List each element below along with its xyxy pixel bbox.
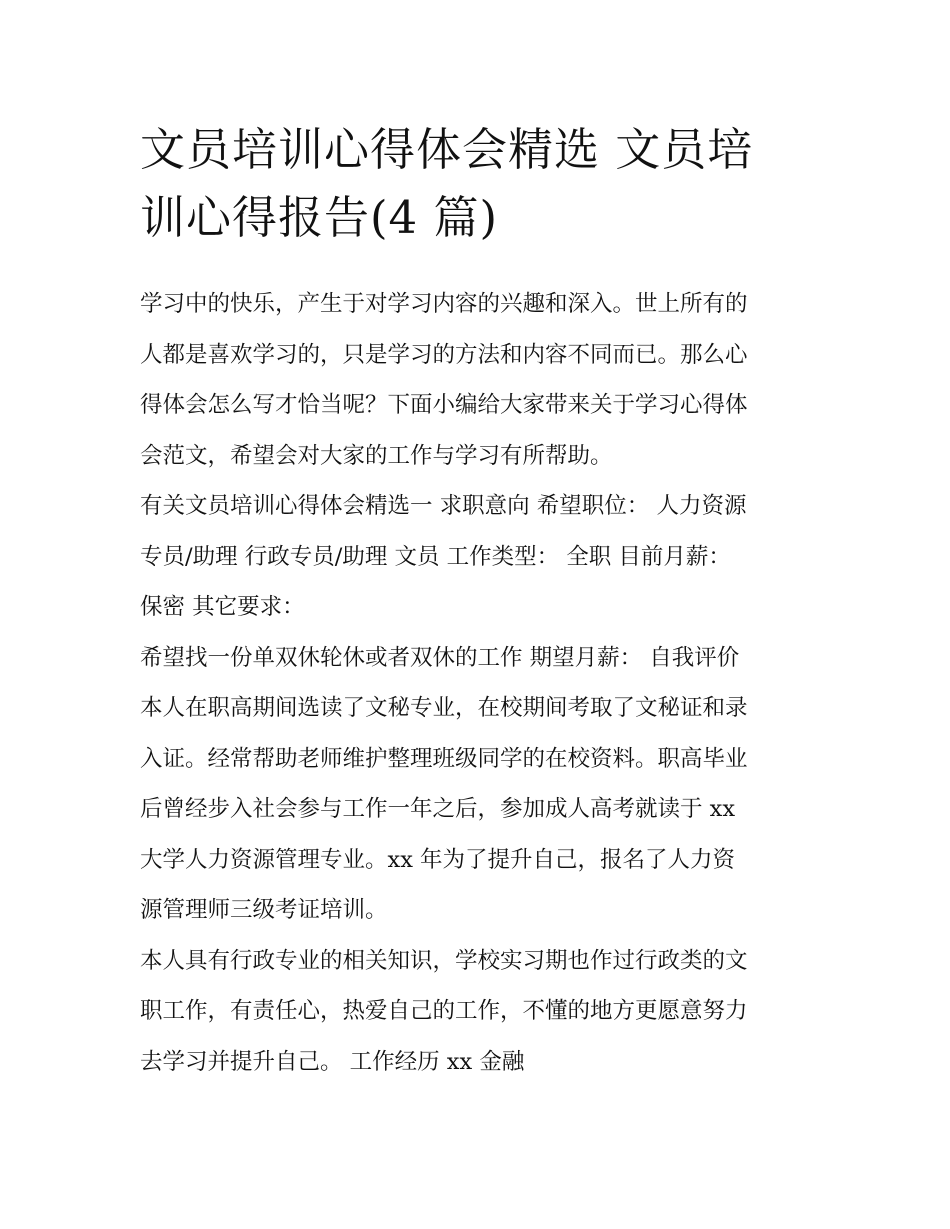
body-line-12: 大学人力资源管理专业。xx 年为了提升自己，报名了人力资 [140, 846, 736, 873]
body-line-14: 本人具有行政专业的相关知识，学校实习期也作过行政类的文 [140, 947, 748, 974]
document-body [140, 279, 840, 1087]
title-line-2: 训心得报告(4 篇) [140, 191, 499, 244]
body-line-6: 专员/助理 行政专员/助理 文员 工作类型： 全职 目前月薪： [140, 543, 731, 570]
body-line-1: 学习中的快乐，产生于对学习内容的兴趣和深入。世上所有的 [140, 291, 748, 317]
body-line-10: 入证。经常帮助老师维护整理班级同学的在校资料。职高毕业 [140, 745, 748, 772]
body-line-7: 保密 其它要求： [140, 594, 305, 620]
body-line-15: 职工作，有责任心，热爱自己的工作，不懂的地方更愿意努力 [140, 998, 748, 1024]
title-line-1: 文员培训心得体会精选 文员培 [140, 123, 754, 176]
body-line-2: 人都是喜欢学习的，只是学习的方法和内容不同而已。那么心 [140, 341, 748, 368]
body-line-16: 去学习并提升自己。 工作经历 xx 金融 [140, 1048, 525, 1075]
body-line-11: 后曾经步入社会参与工作一年之后，参加成人高考就读于 xx [140, 796, 736, 822]
body-line-8: 希望找一份单双休轮休或者双休的工作 期望月薪： 自我评价 [140, 644, 740, 671]
body-line-4: 会范文，希望会对大家的工作与学习有所帮助。 [140, 442, 613, 469]
body-line-9: 本人在职高期间选读了文秘专业，在校期间考取了文秘证和录 [140, 695, 748, 721]
document-title [140, 116, 830, 252]
body-line-3: 得体会怎么写才恰当呢？下面小编给大家带来关于学习心得体 [140, 392, 748, 418]
body-line-5: 有关文员培训心得体会精选一 求职意向 希望职位： 人力资源 [140, 493, 747, 519]
body-line-13: 源管理师三级考证培训。 [140, 897, 388, 923]
